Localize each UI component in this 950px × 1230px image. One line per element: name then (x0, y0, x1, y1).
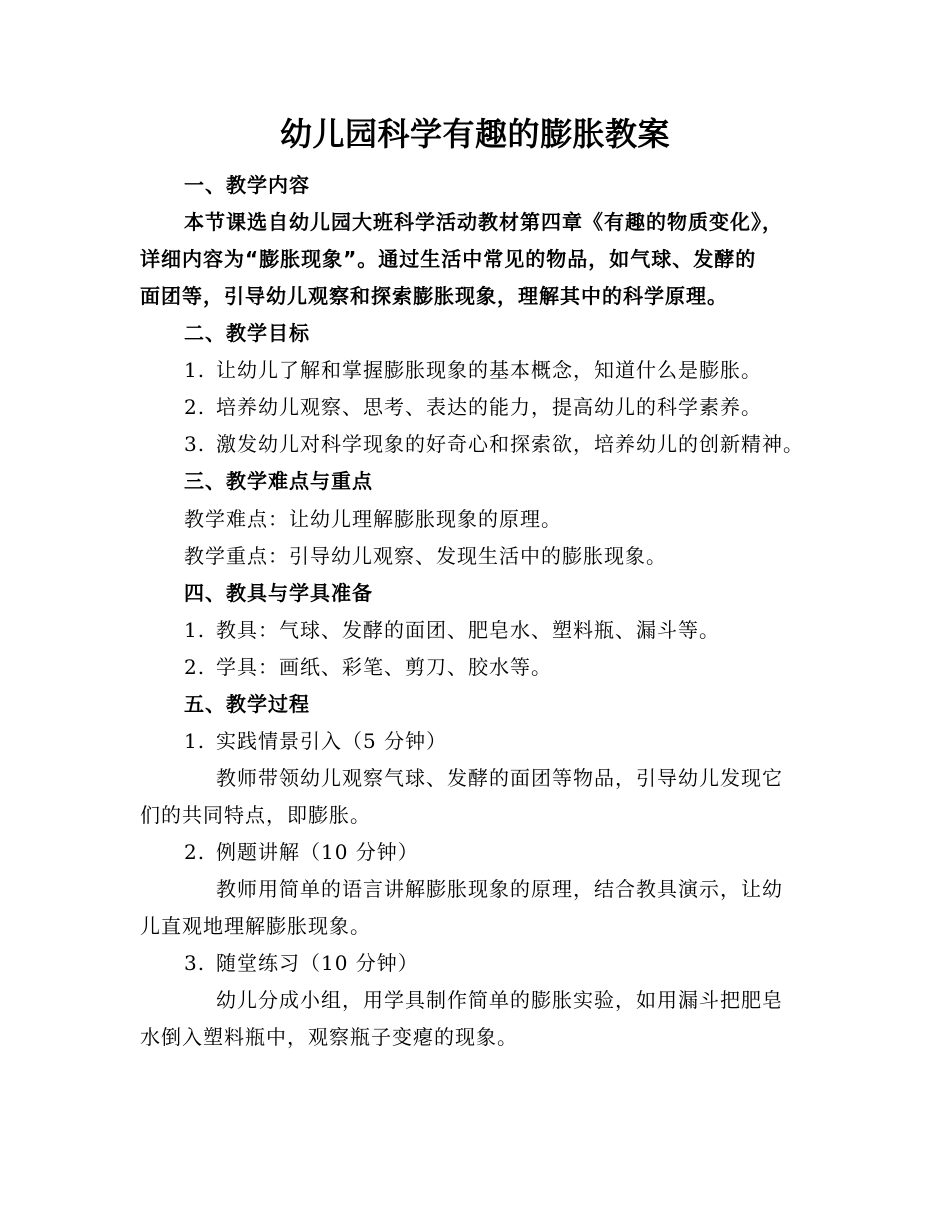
content-paragraph-line: 详细内容为“膨胀现象”。通过生活中常见的物品，如气球、发酵的 (140, 247, 757, 271)
list-item-text: 让幼儿了解和掌握膨胀现象的基本概念，知道什么是膨胀。 (216, 358, 762, 382)
step-description-line: 们的共同特点，即膨胀。 (140, 803, 371, 827)
step-title-text: 随堂练习（10 分钟） (216, 951, 419, 975)
list-item-number: 3. (184, 432, 206, 456)
step-title (184, 839, 419, 865)
list-item-text: 培养幼儿观察、思考、表达的能力，提高幼儿的科学素养。 (216, 395, 762, 419)
list-item-number: 2. (184, 395, 206, 419)
step-description-line: 教师带领幼儿观察气球、发酵的面团等物品，引导幼儿发现它 (216, 766, 783, 790)
section-heading-teaching-process: 五、教学过程 (184, 692, 310, 716)
content-paragraph-line: 本节课选自幼儿园大班科学活动教材第四章《有趣的物质变化》， (184, 210, 783, 234)
list-item-number: 1. (184, 618, 206, 642)
list-item (184, 431, 804, 457)
section-heading-materials: 四、教具与学具准备 (184, 581, 373, 605)
step-number: 1. (184, 729, 206, 753)
step-description-line: 儿直观地理解膨胀现象。 (140, 914, 371, 938)
step-number: 3. (184, 951, 206, 975)
document-title: 幼儿园科学有趣的膨胀教案 (279, 115, 670, 153)
content-paragraph-line: 面团等，引导幼儿观察和探索膨胀现象，理解其中的科学原理。 (140, 284, 728, 308)
list-item (184, 617, 720, 643)
step-description-line: 幼儿分成小组，用学具制作简单的膨胀实验，如用漏斗把肥皂 (216, 988, 783, 1012)
step-title (184, 950, 419, 976)
step-description-line: 水倒入塑料瓶中，观察瓶子变瘪的现象。 (140, 1025, 518, 1049)
list-item (184, 394, 762, 420)
section-heading-teaching-goals: 二、教学目标 (184, 321, 310, 345)
section-heading-teaching-content: 一、教学内容 (184, 173, 310, 197)
step-number: 2. (184, 840, 206, 864)
list-item (184, 654, 552, 680)
difficulty-line: 教学难点：让幼儿理解膨胀现象的原理。 (184, 507, 562, 531)
step-title-text: 例题讲解（10 分钟） (216, 840, 419, 864)
list-item-text: 学具：画纸、彩笔、剪刀、胶水等。 (216, 655, 552, 679)
list-item-number: 2. (184, 655, 206, 679)
step-description-line: 教师用简单的语言讲解膨胀现象的原理，结合教具演示，让幼 (216, 877, 783, 901)
list-item-text: 激发幼儿对科学现象的好奇心和探索欲，培养幼儿的创新精神。 (216, 432, 804, 456)
step-title-text: 实践情景引入（5 分钟） (216, 729, 448, 753)
section-heading-difficulty-focus: 三、教学难点与重点 (184, 469, 373, 493)
focus-line: 教学重点：引导幼儿观察、发现生活中的膨胀现象。 (184, 544, 667, 568)
list-item-number: 1. (184, 358, 206, 382)
list-item-text: 教具：气球、发酵的面团、肥皂水、塑料瓶、漏斗等。 (216, 618, 720, 642)
step-title (184, 728, 447, 754)
list-item (184, 357, 762, 383)
